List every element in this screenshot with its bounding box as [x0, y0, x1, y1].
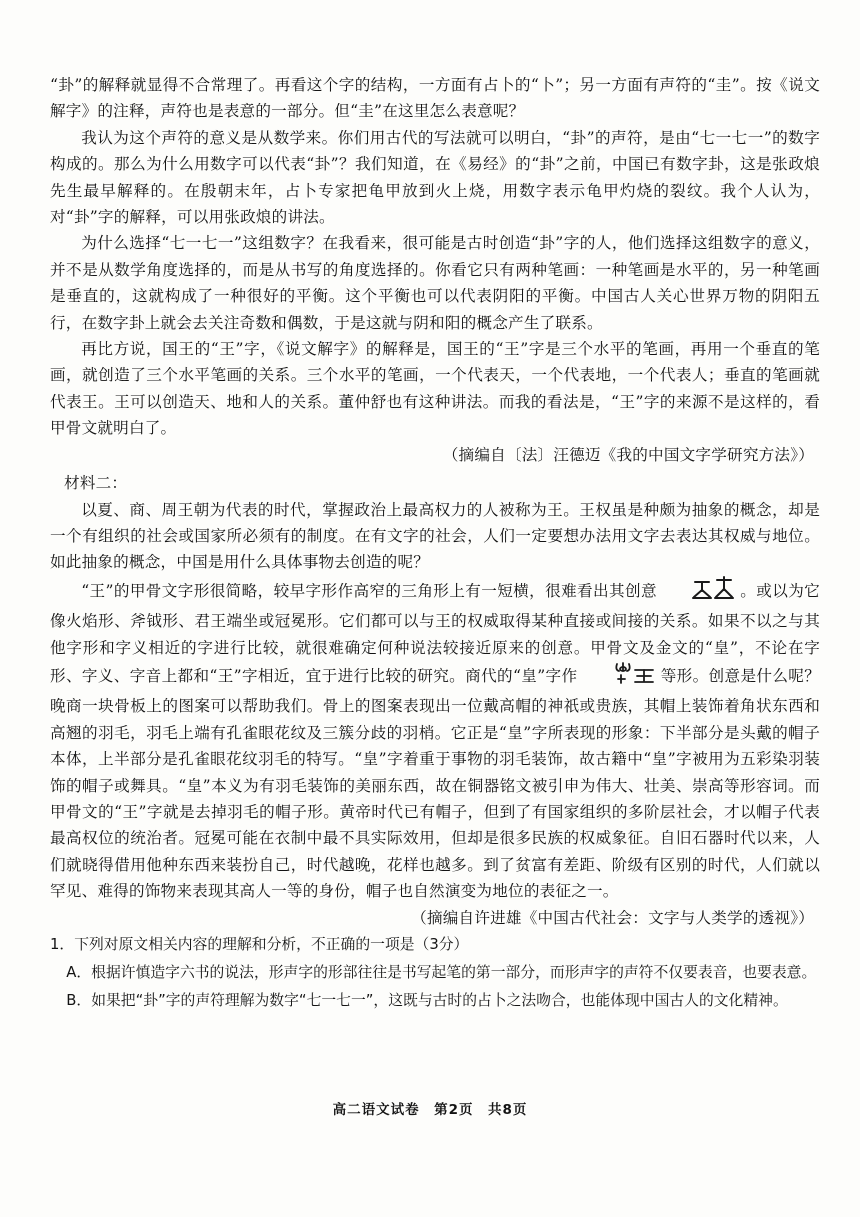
material-2-label: 材料二：: [64, 474, 128, 493]
source-citation-2: （摘编自许进雄《中国古代社会：文字与人类学的透视》）: [411, 908, 814, 927]
paragraph-qiyi-choice: 为什么选择“七一七一”这组数字？在我看来，很可能是古时创造“卦”字的人，他们选择这组数字的意义，并不是从数学角度选择的，而是从书写的角度选择的。你看它只有两种笔画：一种笔画是水平的，另一种笔画是垂直的，这就构成了一种很好的平衡。这个平衡也可以代表阴阳的平衡。中国古人关心世界万物的阴阳五行，在数字卦上就会去关注奇数和偶数，于是这就与阴和阳的概念产生了联系。: [50, 234, 820, 332]
paragraph-gua-structure: “卦”的解释就显得不合常理了。再看这个字的结构，一方面有占卜的“卜”；另一方面有声符的“圭”。按《说文解字》的注释，声符也是表意的一部分。但“圭”在这里怎么表意呢？: [50, 76, 820, 121]
source-citation-1: （摘编自〔法〕汪德迈《我的中国文字学研究方法》）: [442, 445, 814, 464]
paragraph-wang-character: 再比方说，国王的“王”字，《说文解字》的解释是，国王的“王”字是三个水平的笔画，再用一个垂直的笔画，就创造了三个水平笔画的关系。三个水平的笔画，一个代表天，一个代表地，一个代表人；垂直的笔画就代表王。王可以创造天、地和人的关系。董仲舒也有这种讲法。而我的看法是，“王”字的来源不是这样的，看甲骨文就明白了。: [50, 340, 820, 438]
page-footer: 高二语文试卷 第2页 共8页: [332, 1102, 528, 1118]
paragraph-number-origin: 我认为这个声符的意义是从数学来。你们用古代的写法就可以明白，“卦”的声符，是由“七一七一”的数字构成的。那么为什么用数字可以代表“卦”？我们知道，在《易经》的“卦”之前，中国已有数字卦，这是张政烺先生最早解释的。在殷朝末年，占卜专家把龟甲放到火上烧，用数字表示龟甲灼烧的裂纹。我个人认为，对“卦”字的解释，可以用张政烺的讲法。: [50, 128, 820, 227]
oracle-wang-glyph-icon: [661, 576, 736, 608]
question-1-option-b[interactable]: B．如果把“卦”字的声符理解为数字“七一七一”，这既与古时的占卜之法吻合，也能体现中国古人的文化精神。: [66, 992, 788, 1009]
question-1-option-a[interactable]: A．根据许慎造字六书的说法，形声字的形部往往是书写起笔的第一部分，而形声字的声符不仅要表音，也要表意。: [66, 964, 817, 981]
oracle-huang-glyph-icon: [581, 661, 656, 693]
text-huang-meaning: 等形。创意是什么呢？晚商一块骨板上的图案可以帮助我们。骨上的图案表现出一位戴高帽的神祇或贵族，其帽上装饰着角状东西和高翘的羽毛，羽毛上端有孔雀眼花纹及三簇分歧的羽梢。它正是“皇”字所表现的形象：下半部分是头戴的帽子本体，上半部分是孔雀眼花纹羽毛的特写。“皇”字着重于事物的羽毛装饰，故古籍中“皇”字被用为五彩染羽装饰的帽子或舞具。“皇”本义为有羽毛装饰的美丽东西，故在铜器铭文被引申为伟大、壮美、崇高等形容词。而甲骨文的“王”字就是去掉羽毛的帽子形。黄帝时代已有帽子，但到了有国家组织的多阶层社会，才以帽子代表最高权位的统治者。冠冕可能在衣制中最不具实际效用，但却是很多民族的权威象征。自旧石器时代以来，人们就晓得借用他种东西来装扮自己，时代越晚，花样也越多。到了贫富有差距、阶级有区别的时代，人们就以罕见、难得的饰物来表现其高人一等的身份，帽子也自然演变为地位的表征之一。: [50, 667, 820, 901]
text-wang-oracle: “王”的甲骨文字形很简略，较早字形作高窄的三角形上有一短横，很难看出其创意: [81, 581, 657, 600]
question-1-stem: 1．下列对原文相关内容的理解和分析，不正确的一项是（3分）: [50, 936, 469, 953]
paragraph-kingship: 以夏、商、周王朝为代表的时代，掌握政治上最高权力的人被称为王。王权虽是种颇为抽象的概念，却是一个有组织的社会或国家所必须有的制度。在有文字的社会，人们一定要想办法用文字去表达其权威与地位。如此抽象的概念，中国是用什么具体事物去创造的呢？: [50, 500, 820, 572]
text-huang-comparison: 。或以为它像火焰形、斧钺形、君王端坐或冠冕形。它们都可以与王的权威取得某种直接或间接的关系。如果不以之与其他字形和字义相近的字进行比较，就很难确定何种说法较接近原来的创意。甲骨文及金文的“皇”，不论在字形、字义、字音上都和“王”字相近，宜于进行比较的研究。商代的“皇”字作: [50, 581, 820, 686]
paragraph-huang-analysis: [50, 576, 820, 905]
